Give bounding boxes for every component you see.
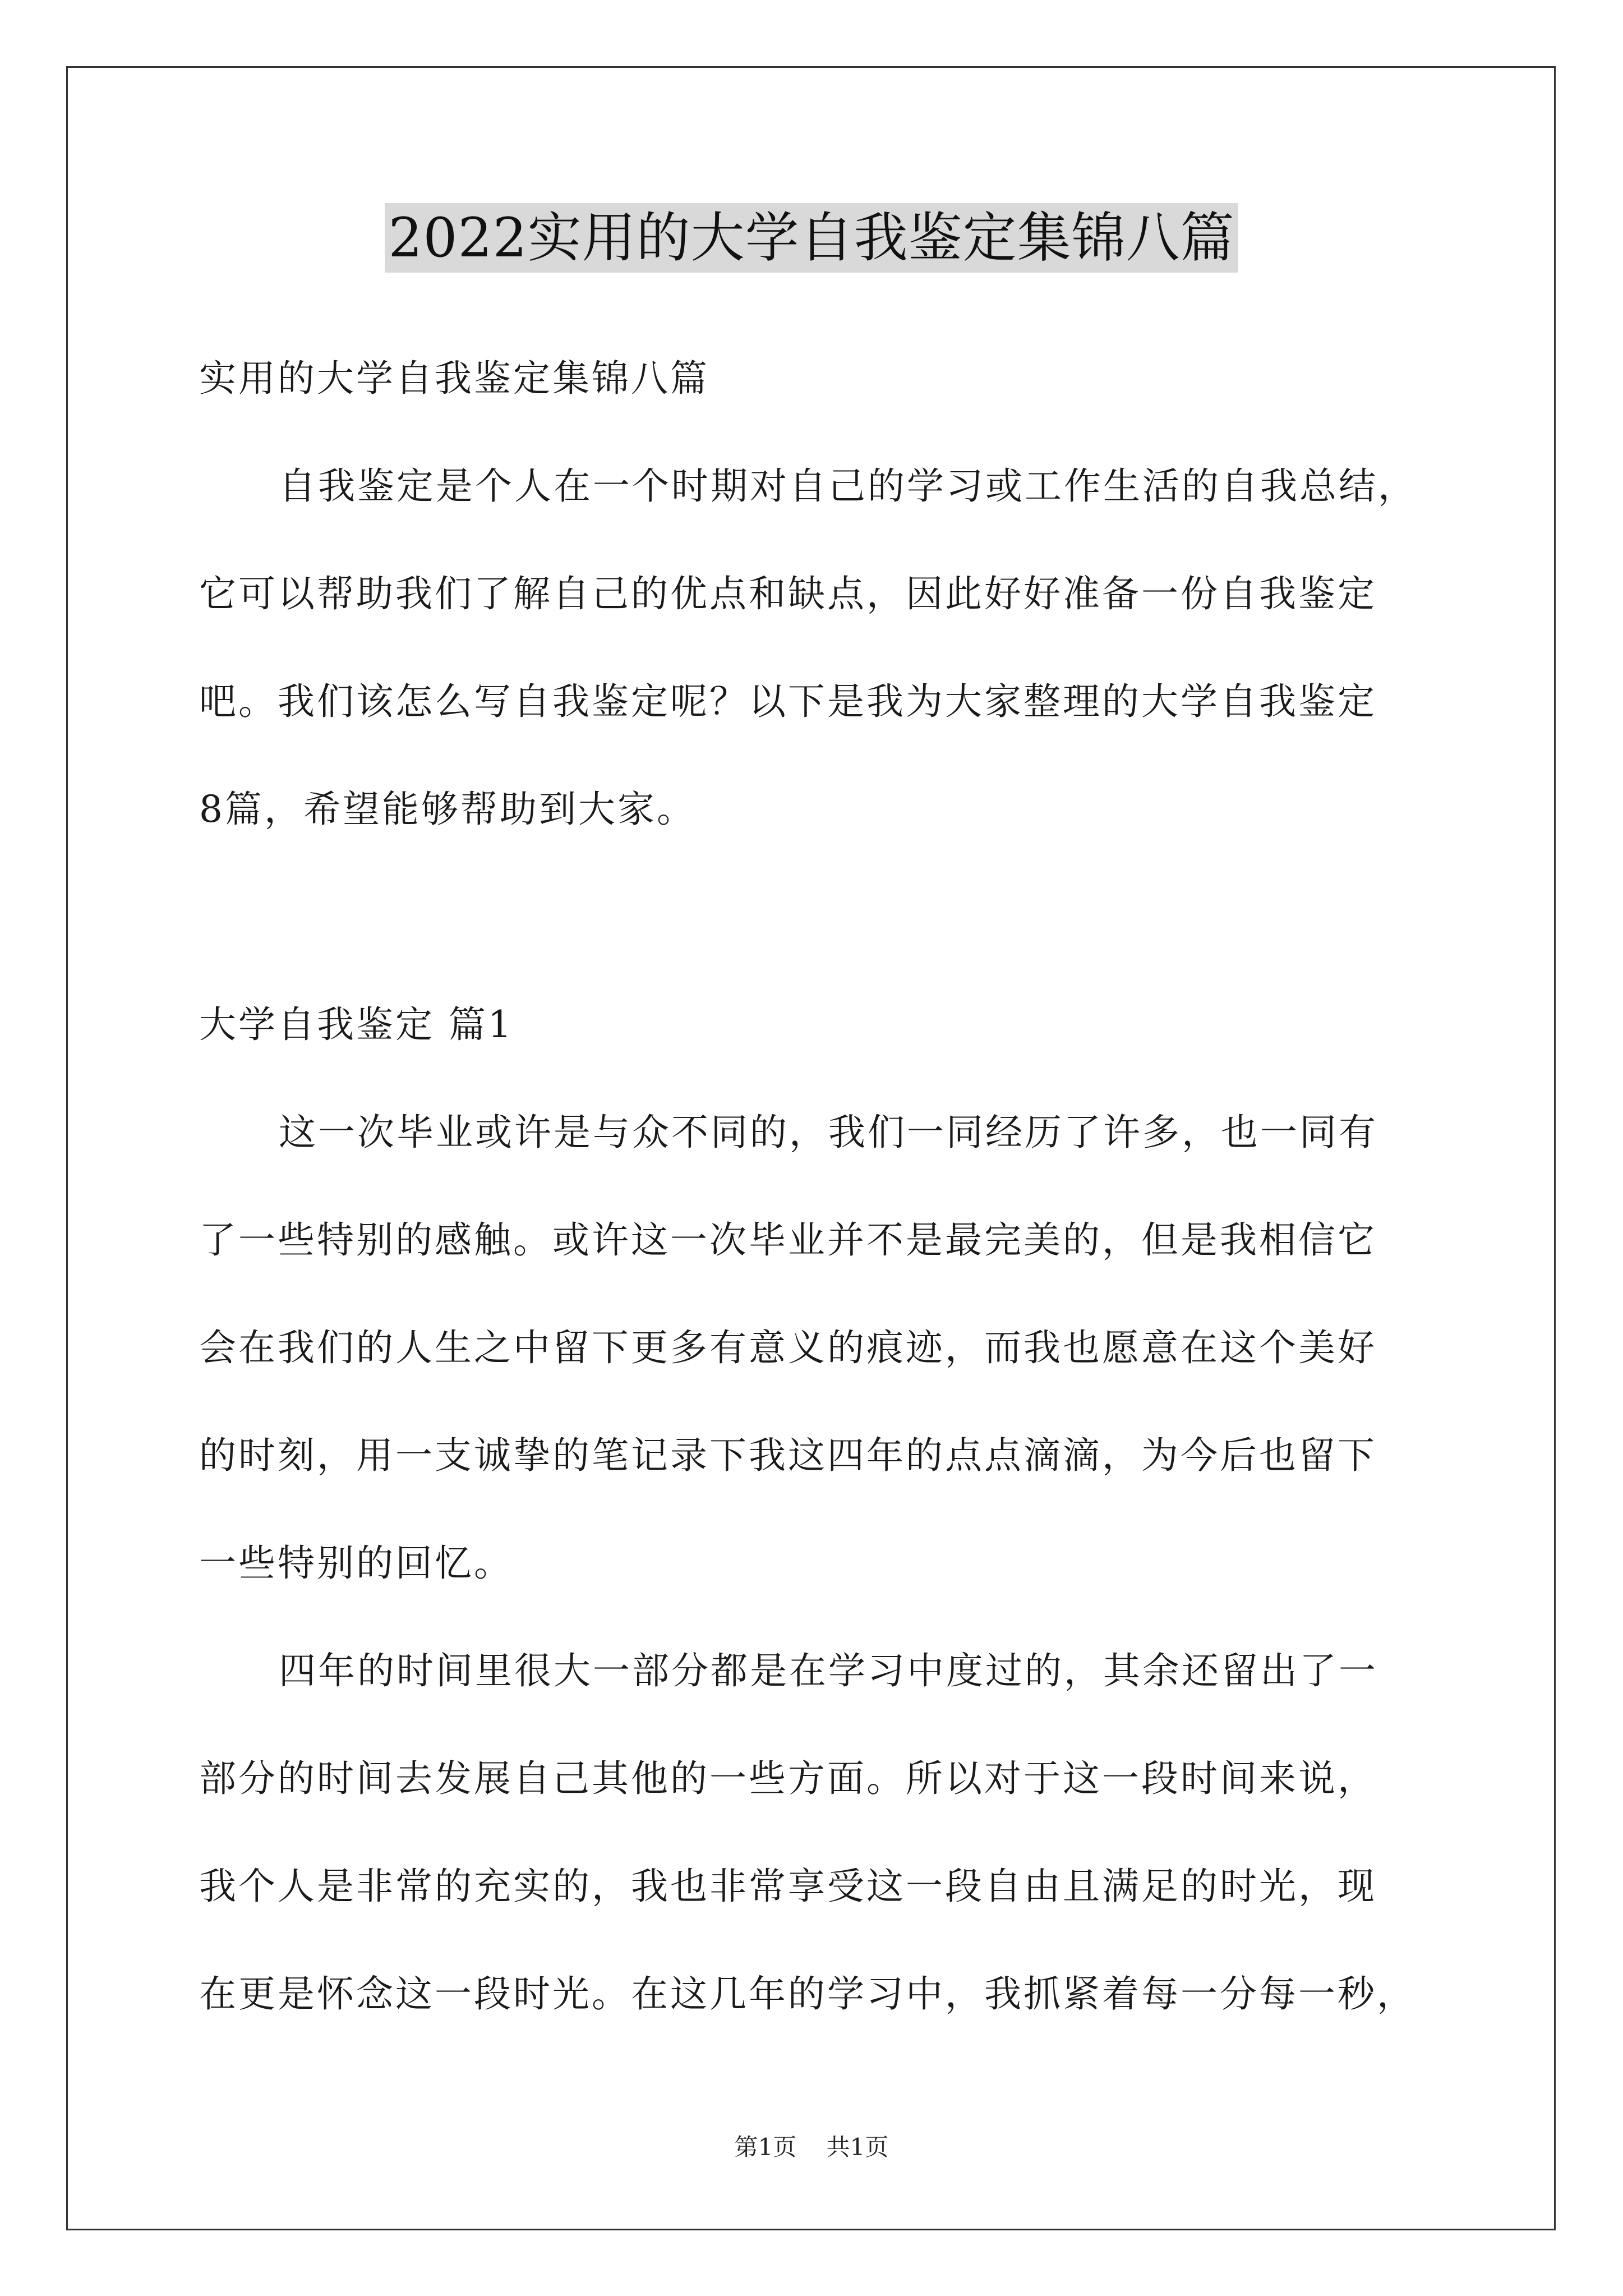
document-title: 2022实用的大学自我鉴定集锦八篇 <box>385 203 1238 273</box>
intro-line: 吧。我们该怎么写自我鉴定呢？以下是我为大家整理的大学自我鉴定 <box>199 680 1377 723</box>
paragraph-line: 在更是怀念这一段时光。在这几年的学习中，我抓紧着每一分每一秒， <box>199 1972 1416 2016</box>
section-spacer <box>199 884 1433 991</box>
document-subtitle: 实用的大学自我鉴定集锦八篇 <box>199 357 709 400</box>
paragraph-line: 这一次毕业或许是与众不同的，我们一同经历了许多，也一同有 <box>279 1111 1378 1154</box>
paragraph-line: 会在我们的人生之中留下更多有意义的痕迹，而我也愿意在这个美好 <box>199 1326 1377 1369</box>
document-body <box>199 345 1433 2068</box>
intro-line: 8篇，希望能够帮助到大家。 <box>199 788 696 831</box>
page-footer <box>0 2129 1623 2162</box>
page-total: 共1页 <box>826 2133 889 2161</box>
paragraph-line: 我个人是非常的充实的，我也非常享受这一段自由且满足的时光，现 <box>199 1865 1377 1908</box>
intro-line: 它可以帮助我们了解自己的优点和缺点，因此好好准备一份自我鉴定 <box>199 572 1377 615</box>
paragraph-line: 的时刻，用一支诚挚的笔记录下我这四年的点点滴滴，为今后也留下 <box>199 1434 1377 1477</box>
paragraph-line: 部分的时间去发展自己其他的一些方面。所以对于这一段时间来说， <box>199 1757 1377 1800</box>
paragraph-line: 四年的时间里很大一部分都是在学习中度过的，其余还留出了一 <box>279 1649 1378 1692</box>
paragraph-line: 一些特别的回忆。 <box>199 1542 513 1585</box>
title-wrapper <box>0 203 1623 273</box>
section-heading: 大学自我鉴定 篇1 <box>199 1003 514 1046</box>
paragraph-line: 了一些特别的感触。或许这一次毕业并不是最完美的，但是我相信它 <box>199 1218 1377 1262</box>
page-number: 第1页 <box>734 2133 797 2161</box>
intro-line: 自我鉴定是个人在一个时期对自己的学习或工作生活的自我总结， <box>279 464 1417 508</box>
